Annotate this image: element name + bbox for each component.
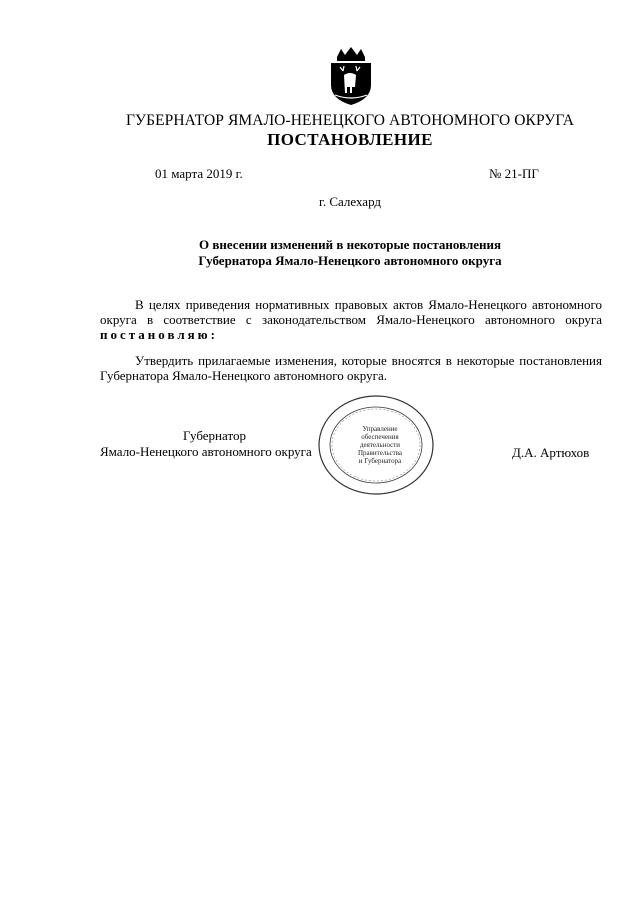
stamp-line: Правительства <box>357 449 403 457</box>
stamp-line: деятельности <box>359 441 401 449</box>
signatory-position <box>100 428 350 460</box>
signatory-title: Губернатор <box>183 428 246 443</box>
signatory-name: Д.А. Артюхов <box>512 445 590 460</box>
coat-of-arms-icon <box>327 45 375 107</box>
paragraph-2-text: Утвердить прилагаемые изменения, которые вносятся в некоторые постановления Губернатора Ямало-Ненецкого автономного округа. <box>100 353 602 383</box>
document-number: № 21-ПГ <box>489 166 539 181</box>
document-subject <box>100 237 600 269</box>
resolution-keyword: постановляю: <box>100 327 218 342</box>
stamp-line: обеспечения <box>361 433 399 441</box>
document-type: ПОСТАНОВЛЕНИЕ <box>267 130 433 149</box>
stamp-text <box>344 425 416 465</box>
subject-line-2: Губернатора Ямало-Ненецкого автономного округа <box>198 253 502 268</box>
signatory-region: Ямало-Ненецкого автономного округа <box>100 444 312 459</box>
paragraph-1-text: В целях приведения нормативных правовых актов Ямало-Ненецкого автономного округа в соответствие с законодательством Ямало-Ненецкого автономного округа <box>100 297 602 327</box>
body-paragraph-2 <box>100 353 602 383</box>
document-city: г. Салехард <box>318 194 382 209</box>
body-paragraph-1 <box>100 297 602 342</box>
stamp-line: Управление <box>362 425 398 433</box>
stamp-line: и Губернатора <box>358 457 402 465</box>
document-date: 01 марта 2019 г. <box>155 166 243 181</box>
issuing-authority: ГУБЕРНАТОР ЯМАЛО-НЕНЕЦКОГО АВТОНОМНОГО ОКРУГА <box>125 112 575 129</box>
subject-line-1: О внесении изменений в некоторые постановления <box>198 237 502 252</box>
